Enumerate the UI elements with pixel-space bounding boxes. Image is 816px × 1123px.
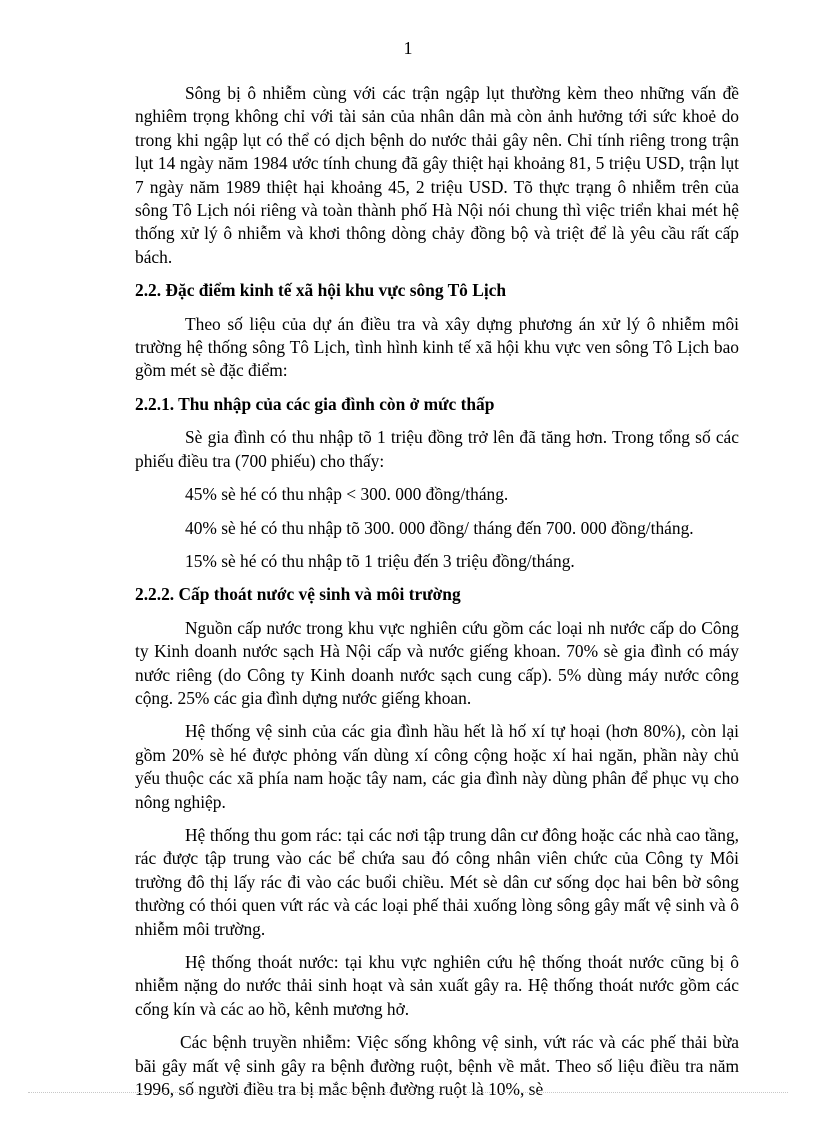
paragraph-waste-collection: Hệ thống thu gom rác: tại các nơi tập trung dân cư đông hoặc các nhà cao tầng, rác được tập trung vào các bể chứa sau đó công nhân viên chức của Công ty Môi trường đô thị lấy rác đi vào các buổi chiều. Mét sè dân cư sống dọc hai bên bờ sông thường có thói quen vứt rác và các loại phế thải xuống lòng sông gây mất vệ sinh và ô nhiễm môi trường. bbox=[135, 824, 739, 939]
page-number: 1 bbox=[403, 38, 413, 58]
paragraph-drainage: Hệ thống thoát nước: tại khu vực nghiên cứu hệ thống thoát nước cũng bị ô nhiễm nặng do nước thải sinh hoạt và sản xuất gây ra. Hệ thống thoát nước gồm các cống kín và các ao hồ, kênh mương hở. bbox=[135, 952, 739, 1019]
section-heading-2-2-1: 2.2.1. Thu nhập của các gia đình còn ở mức thấp bbox=[135, 393, 495, 414]
paragraph-water-supply: Nguồn cấp nước trong khu vực nghiên cứu gồm các loại nh nước cấp do Công ty Kinh doanh nước sạch Hà Nội cấp và nước giếng khoan. 70% sè gia đình có máy nước riêng (do Công ty Kinh doanh nước sạch cung cấp). 5% dùng máy nước công cộng. 25% các gia đình dựng nước giếng khoan. bbox=[135, 617, 739, 708]
income-item-3: 15% sè hé có thu nhập tõ 1 triệu đến 3 triệu đồng/tháng. bbox=[185, 550, 575, 571]
income-item-2: 40% sè hé có thu nhập tõ 300. 000 đồng/ tháng đến 700. 000 đồng/tháng. bbox=[185, 517, 694, 538]
paragraph-diseases: Các bệnh truyền nhiễm: Việc sống không vệ sinh, vứt rác và các phế thải bừa bãi gây mất vệ sinh gây ra bệnh đường ruột, bệnh về mắt. Theo số liệu điều tra năm 1996, số người điều tra bị mắc bệnh đường ruột là 10%, sè bbox=[135, 1032, 739, 1100]
section-heading-2-2-2: 2.2.2. Cấp thoát nước vệ sinh và môi trường bbox=[135, 584, 461, 605]
income-item-1: 45% sè hé có thu nhập < 300. 000 đồng/tháng. bbox=[185, 484, 509, 505]
section-heading-2-2: 2.2. Đặc điểm kinh tế xã hội khu vực sông Tô Lịch bbox=[135, 280, 507, 301]
paragraph-survey-intro: Theo số liệu của dự án điều tra và xây dựng phương án xử lý ô nhiễm môi trường hệ thống sông Tô Lịch, tình hình kinh tế xã hội khu vực ven sông Tô Lịch bao gồm mét sè đặc điểm: bbox=[135, 313, 739, 381]
paragraph-income: Sè gia đình có thu nhập tõ 1 triệu đồng trở lên đã tăng hơn. Trong tổng số các phiếu điều tra (700 phiếu) cho thấy: bbox=[135, 427, 739, 471]
paragraph-flood-impact: Sông bị ô nhiễm cùng với các trận ngập lụt thường kèm theo những vấn đề nghiêm trọng không chỉ với tài sản của nhân dân mà còn ảnh hưởng tới sức khoẻ do trong khi ngập lụt có thể có dịch bệnh do nước thải gây nên. Chỉ tính riêng trong trận lụt 14 ngày năm 1984 ước tính chung đã gây thiệt hại khoảng 81, 5 triệu USD, trận lụt 7 ngày năm 1989 thiệt hại khoảng 45, 2 triệu USD. Tõ thực trạng ô nhiễm trên của sông Tô Lịch nói riêng và toàn thành phố Hà Nội nói chung thì việc triển khai mét hệ thống xử lý ô nhiễm và khơi thông dòng chảy đồng bộ và triệt để là yêu cầu rất cấp bách. bbox=[135, 83, 739, 267]
paragraph-sanitation: Hệ thống vệ sinh của các gia đình hầu hết là hố xí tự hoại (hơn 80%), còn lại gồm 20% sè hé được phỏng vấn dùng xí công cộng hoặc xí hai ngăn, phần này chủ yếu thuộc các xã phía nam hoặc tây nam, các gia đình này dùng phân để phục vụ cho nông nghiệp. bbox=[135, 721, 739, 812]
document-body bbox=[135, 82, 739, 1111]
page-bottom-divider bbox=[28, 1092, 788, 1093]
